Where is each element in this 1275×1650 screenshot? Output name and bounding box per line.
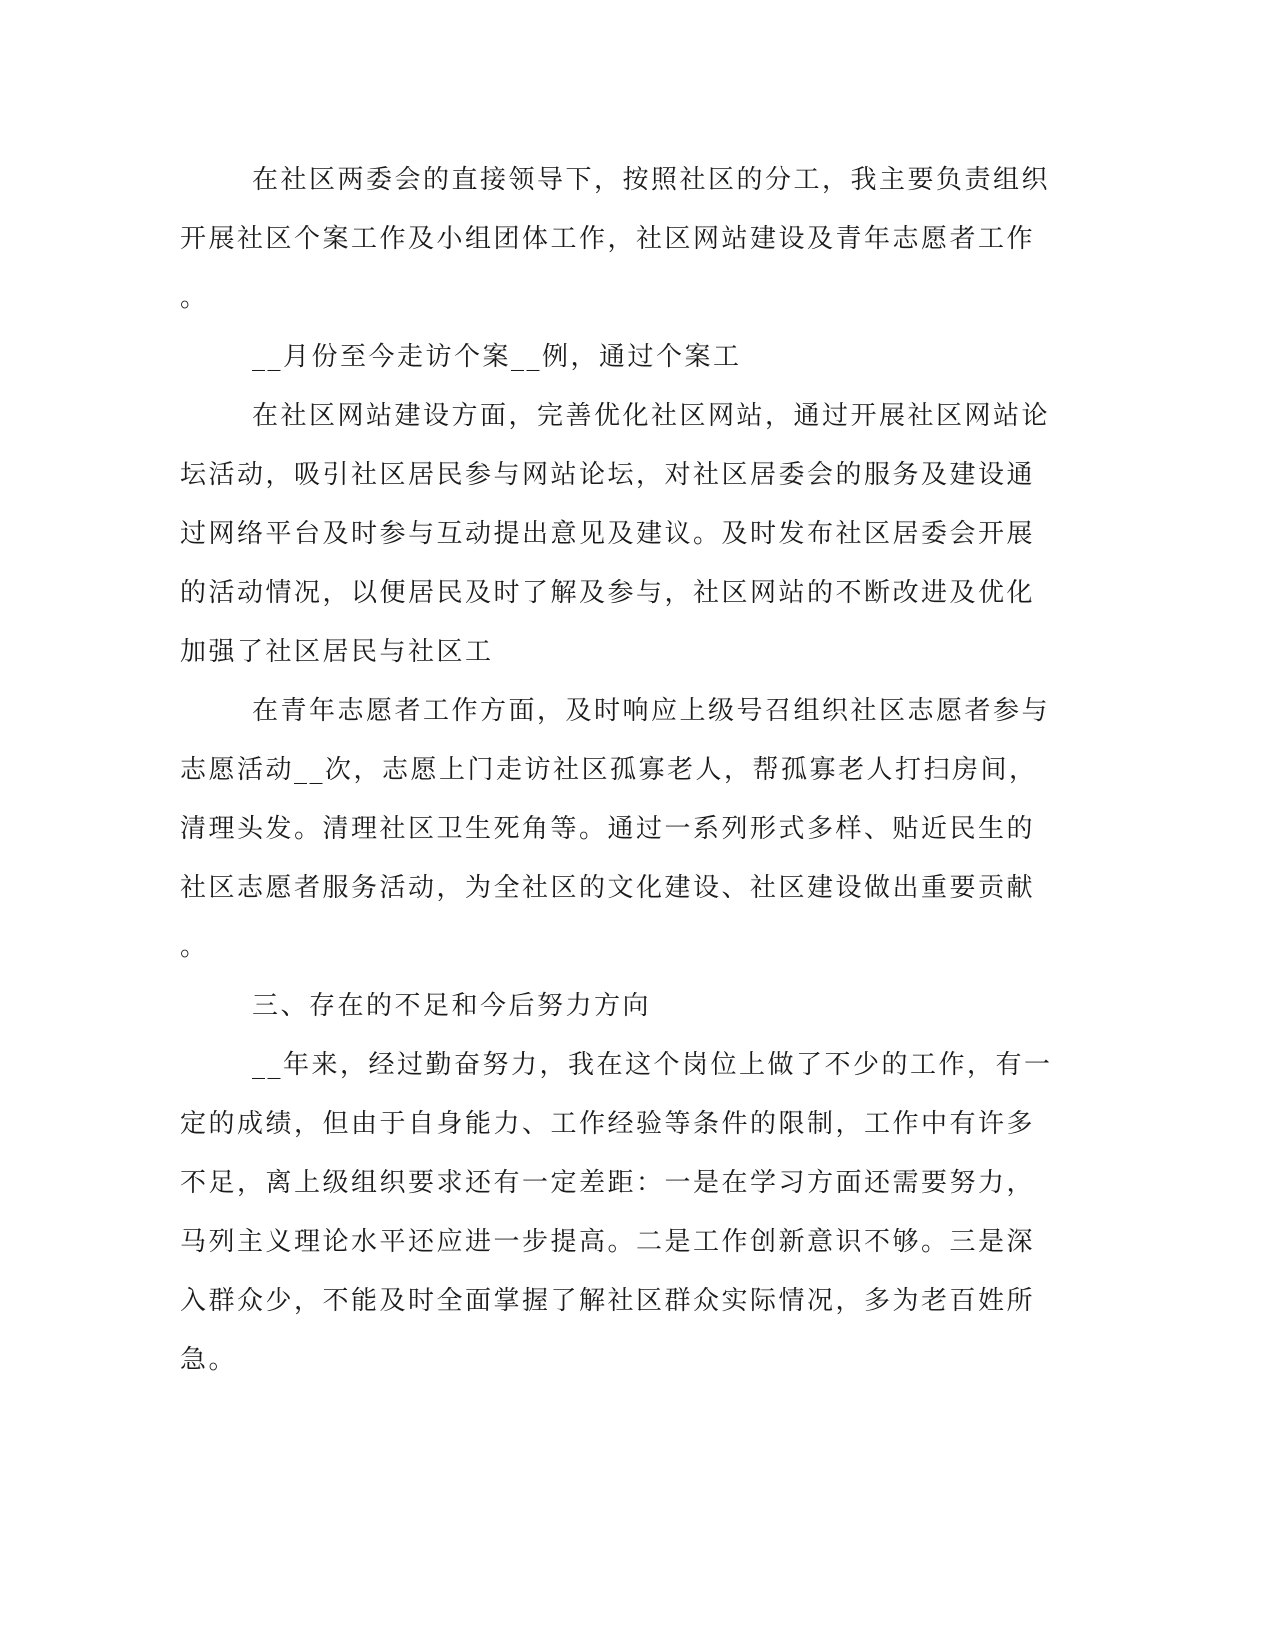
paragraph-2-line-1: __月份至今走访个案__例，通过个案工 (252, 342, 742, 372)
paragraph-4-line-5: 。 (180, 932, 209, 962)
paragraph-3-line-3: 过网络平台及时参与互动提出意见及建议。及时发布社区居委会开展 (180, 519, 1036, 549)
paragraph-6-line-2: 定的成绩，但由于自身能力、工作经验等条件的限制，工作中有许多 (180, 1109, 1036, 1139)
paragraph-1-line-2: 开展社区个案工作及小组团体工作，社区网站建设及青年志愿者工作 (180, 224, 1036, 254)
paragraph-3-line-2: 坛活动，吸引社区居民参与网站论坛，对社区居委会的服务及建设通 (180, 460, 1036, 490)
paragraph-6-line-4: 马列主义理论水平还应进一步提高。二是工作创新意识不够。三是深 (180, 1227, 1036, 1257)
paragraph-4-line-2: 志愿活动__次，志愿上门走访社区孤寡老人，帮孤寡老人打扫房间， (180, 755, 1038, 785)
paragraph-6-line-1: __年来，经过勤奋努力，我在这个岗位上做了不少的工作，有一 (252, 1050, 1053, 1080)
paragraph-6-line-5: 入群众少，不能及时全面掌握了解社区群众实际情况，多为老百姓所 (180, 1286, 1036, 1316)
paragraph-1-line-3: 。 (180, 283, 209, 313)
paragraph-3-line-4: 的活动情况，以便居民及时了解及参与，社区网站的不断改进及优化 (180, 578, 1036, 608)
paragraph-4-line-1: 在青年志愿者工作方面，及时响应上级号召组织社区志愿者参与 (252, 696, 1051, 726)
paragraph-4-line-3: 清理头发。清理社区卫生死角等。通过一系列形式多样、贴近民生的 (180, 814, 1036, 844)
paragraph-6-line-6: 急。 (180, 1345, 238, 1375)
paragraph-4-line-4: 社区志愿者服务活动，为全社区的文化建设、社区建设做出重要贡献 (180, 873, 1036, 903)
paragraph-6-line-3: 不足，离上级组织要求还有一定差距：一是在学习方面还需要努力， (180, 1168, 1036, 1198)
paragraph-1-line-1: 在社区两委会的直接领导下，按照社区的分工，我主要负责组织 (252, 165, 1051, 195)
paragraph-3-line-1: 在社区网站建设方面，完善优化社区网站，通过开展社区网站论 (252, 401, 1051, 431)
paragraph-3-line-5: 加强了社区居民与社区工 (180, 637, 494, 667)
section-heading: 三、存在的不足和今后努力方向 (252, 991, 652, 1021)
